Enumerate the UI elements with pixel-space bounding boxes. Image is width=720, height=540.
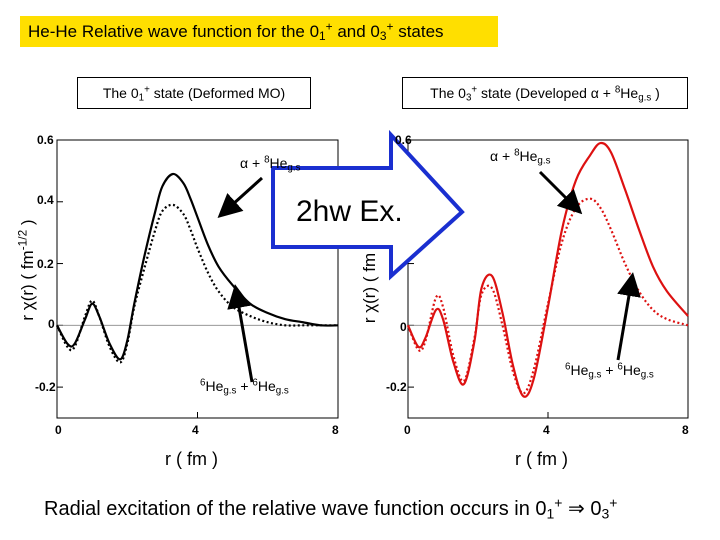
right-y-axis-label: r χ(r) ( fm bbox=[360, 252, 379, 324]
left-ytick-neg02: -0.2 bbox=[35, 380, 56, 394]
right-ytick-neg02: -0.2 bbox=[386, 380, 407, 394]
pointer-arrow-right-he6 bbox=[618, 278, 632, 360]
left-xtick-0: 0 bbox=[55, 423, 62, 437]
left-x-axis-label: r ( fm ) bbox=[165, 449, 218, 469]
right-xtick-0: 0 bbox=[404, 423, 411, 437]
right-xtick-4: 4 bbox=[543, 423, 550, 437]
left-label-he6: $^6He_{g.s} + ^6He_{g.s}$ bbox=[200, 377, 289, 397]
right-ytick-0: 0 bbox=[400, 320, 407, 334]
left-panel-header: The $0_1^+$ state (Deformed MO) bbox=[77, 77, 311, 109]
left-y-axis-label: r χ(r) ( $fm^{-1/2}$ ) bbox=[15, 219, 37, 321]
left-ytick-0: 0 bbox=[48, 317, 55, 331]
left-ytick-06: 0.6 bbox=[37, 133, 54, 147]
slide-title: He-He Relative wave function for the $0_1^+$ and $0_3^+$ states bbox=[20, 16, 498, 47]
left-xtick-4: 4 bbox=[192, 423, 199, 437]
left-label-alpha: $\alpha + ^8He_{g.s}$ bbox=[240, 154, 301, 174]
pointer-arrow-left-alpha bbox=[222, 178, 262, 214]
left-xtick-8: 8 bbox=[332, 423, 339, 437]
right-label-alpha: $\alpha + ^8He_{g.s}$ bbox=[490, 147, 551, 167]
left-ytick-02: 0.2 bbox=[37, 257, 54, 271]
conclusion-text: Radial excitation of the relative wave function occurs in $0_1^+$ ⇒ $0_3^+$ bbox=[44, 494, 618, 522]
right-ytick-06: 0.6 bbox=[395, 133, 412, 147]
excitation-label: 2hw Ex. bbox=[296, 195, 403, 228]
left-ytick-04: 0.4 bbox=[37, 193, 54, 207]
right-label-he6: $^6He_{g.s} + ^6He_{g.s}$ bbox=[565, 361, 654, 381]
right-x-axis-label: r ( fm ) bbox=[515, 449, 568, 469]
right-xtick-8: 8 bbox=[682, 423, 689, 437]
right-panel-header: The $0_3^+$ state (Developed $\alpha + ^8He_{g.s}$ ) bbox=[402, 77, 688, 109]
